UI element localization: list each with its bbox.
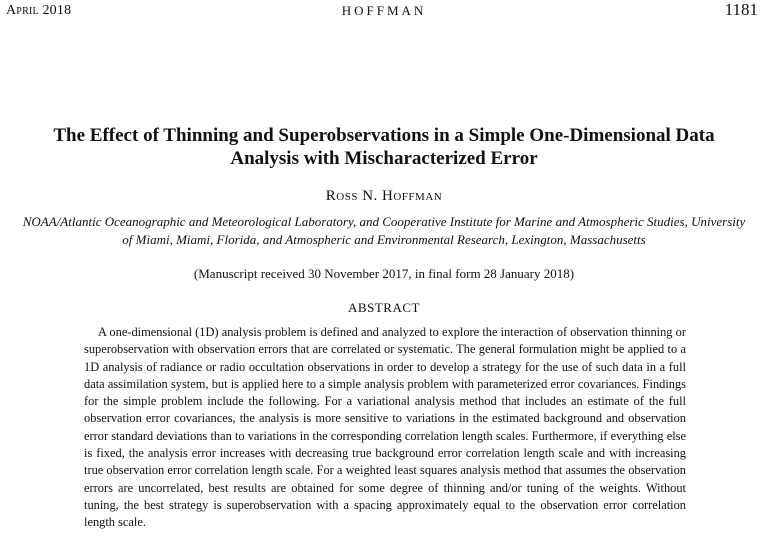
abstract-body: A one-dimensional (1D) analysis problem is defined and analyzed to explore the interaction of observation thinning or superobservation with observation errors that are correlated or systematic. The general formulation might be applied to a 1D analysis of radiance or radio occultation observations in order to develop a strategy for the use of such data in a full data assimilation system, but is applied here to a simple analysis problem with parameterized error covariances. Findings for the simple problem include the following. For a variational analysis method that includes an estimate of the full observation error covariances, the analysis is more sensitive to variations in the estimated background and observation error standard deviations than to variations in the corresponding correlation length scales. Furthermore, if everything else is fixed, the analysis error increases with decreasing true background error correlation length scale and with increasing true observation error correlation length scale. For a weighted least squares analysis method that assumes the observation errors are uncorrelated, best results are obtained for some degree of thinning and/or tuning of the weights. Without tuning, the best strategy is superobservation with a spacing approximately equal to the observation error correlation length scale. [84,325,686,530]
article-author: Ross N. Hoffman [325,188,443,204]
running-header [0,0,768,22]
manuscript-dates: (Manuscript received 30 November 2017, in final form 28 January 2018) [193,266,575,281]
author-affiliation: NOAA/Atlantic Oceanographic and Meteorological Laboratory, and Cooperative Institute for Marine and Atmospheric Studies, University of Miami, Miami, Florida, and Atmospheric and Environmental Research, Lexington, Massachusetts [22,214,746,247]
article-title: The Effect of Thinning and Superobservations in a Simple One-Dimensional Data Analysis with Mischaracterized Error [53,125,715,169]
abstract-heading: ABSTRACT [348,300,420,315]
header-author: HOFFMAN [341,3,427,18]
header-date: April 2018 [6,3,72,18]
page-number: 1181 [724,0,758,19]
